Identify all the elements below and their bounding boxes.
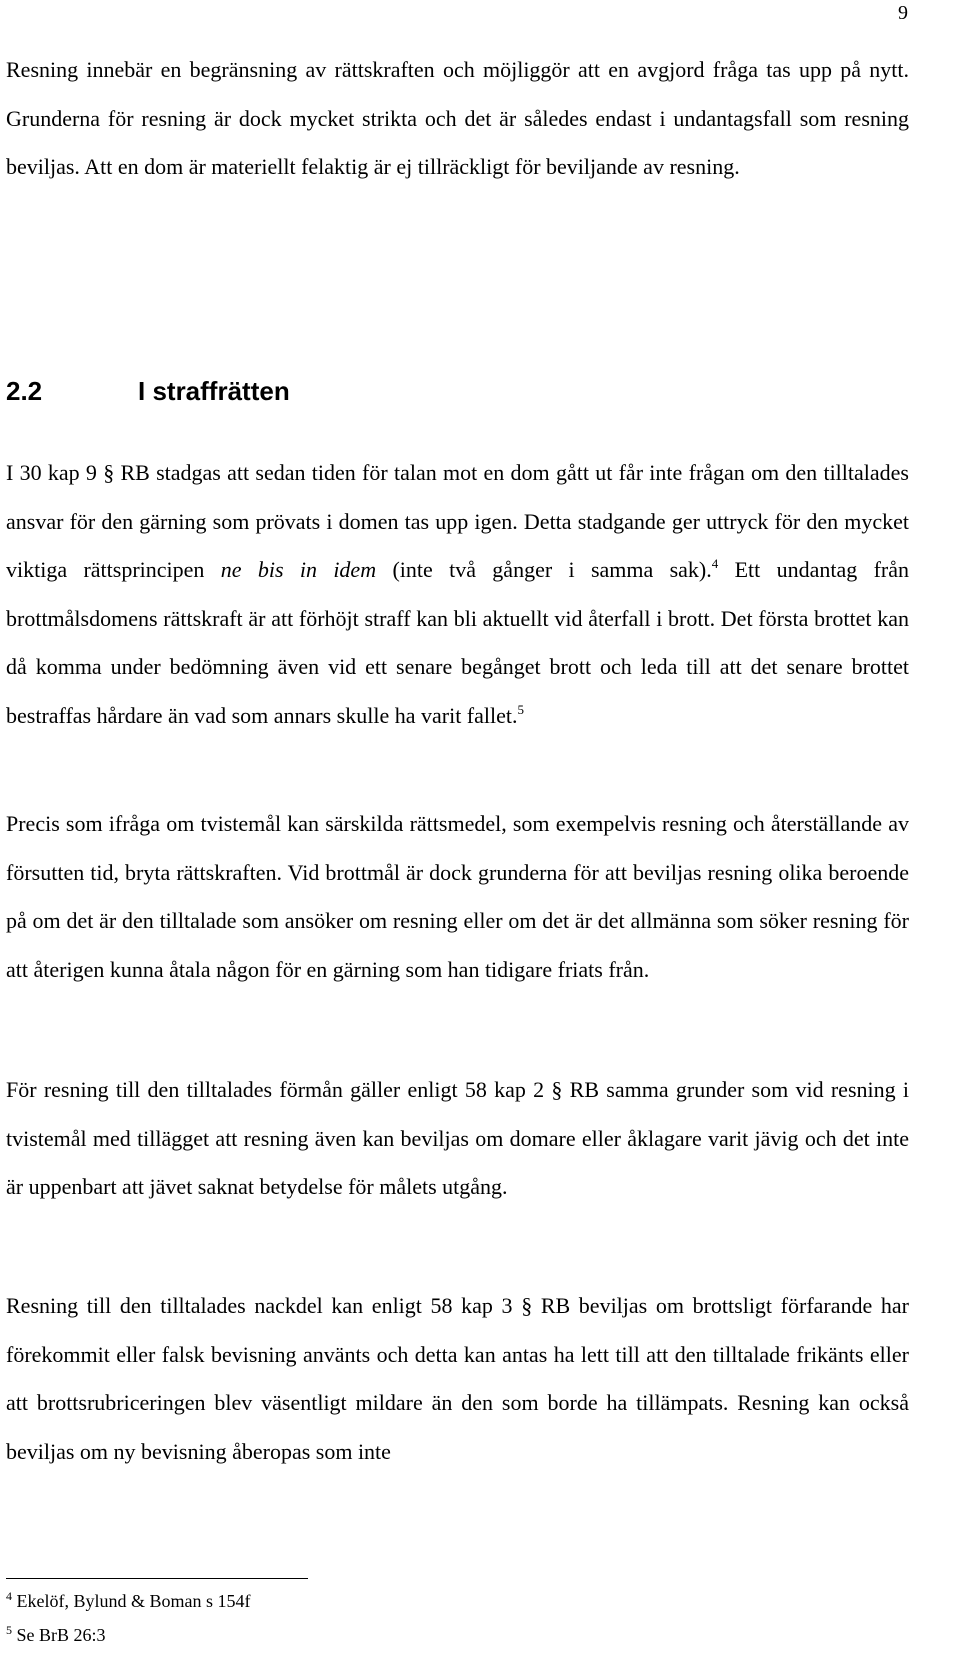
section-title: I straffrätten bbox=[138, 376, 290, 406]
latin-phrase: ne bis in idem bbox=[220, 557, 377, 582]
section-number: 2.2 bbox=[6, 376, 43, 406]
footnote bbox=[6, 1624, 106, 1646]
page-number: 9 bbox=[898, 2, 908, 24]
footnote-ref[interactable]: 5 bbox=[517, 701, 524, 717]
footnote-text: Ekelöf, Bylund & Boman s 154f bbox=[16, 1591, 251, 1611]
section-heading bbox=[6, 376, 290, 407]
intro-paragraph: Resning innebär en begränsning av rättskraften och möjliggör att en avgjord fråga tas upp på nytt. Grunderna för resning är dock mycket strikta och det är således endast i undantagsfall som resning beviljas. Att en dom är materiellt felaktig är ej tillräckligt för beviljande av resning. bbox=[6, 57, 909, 179]
footnote bbox=[6, 1590, 250, 1612]
paragraph-text: (inte två gånger i samma sak). bbox=[392, 557, 712, 582]
paragraph-resning-favour: För resning till den tilltalades förmån gäller enligt 58 kap 2 § RB samma grunder som vid resning i tvistemål med tillägget att resning även kan beviljas om domare eller åklagare varit jävig och det inte är uppenbart att jävet saknat betydelse för målets utgång. bbox=[6, 1077, 909, 1199]
paragraph-text: I 30 kap 9 § RB stadgas att sedan tiden för talan mot en dom gått ut får inte frågan om den tilltalades ansvar för den gärning som prövats i domen tas upp igen. Detta stadgande ger uttryck för den mycket viktiga rättsprincipen bbox=[6, 460, 909, 582]
footnote-number: 5 bbox=[6, 1623, 12, 1637]
paragraph-resning-disadvantage: Resning till den tilltalades nackdel kan enligt 58 kap 3 § RB beviljas om brottsligt förfarande har förekommit eller falsk bevisning använts och detta kan antas ha lett till att den tilltalade frikänts eller att brottsrubriceringen blev väsentligt mildare än den som borde ha tillämpats. Resning kan också beviljas om ny bevisning åberopas som inte bbox=[6, 1293, 909, 1464]
paragraph-double-jeopardy bbox=[6, 449, 909, 740]
paragraph-text: Ett undantag från brottmålsdomens rättskraft är att förhöjt straff kan bli aktuellt vid återfall i brott. Det första brottet kan då komma under bedömning även vid ett senare begånget brott och leda till att det senare brottet bestraffas hårdare än vad som annars skulle ha varit fallet. bbox=[6, 557, 910, 728]
paragraph-extraordinary-remedies: Precis som ifråga om tvistemål kan särskilda rättsmedel, som exempelvis resning och återställande av försutten tid, bryta rättskraften. Vid brottmål är dock grunderna för att beviljas resning olika beroende på om det är den tilltalade som ansöker om resning eller om det är det allmänna som söker resning för att återigen kunna åtala någon för en gärning som han tidigare friats från. bbox=[6, 811, 909, 982]
footnote-separator bbox=[6, 1578, 308, 1579]
footnote-ref[interactable]: 4 bbox=[711, 556, 719, 571]
footnote-number: 4 bbox=[6, 1589, 12, 1603]
footnote-text: Se BrB 26:3 bbox=[16, 1625, 106, 1645]
